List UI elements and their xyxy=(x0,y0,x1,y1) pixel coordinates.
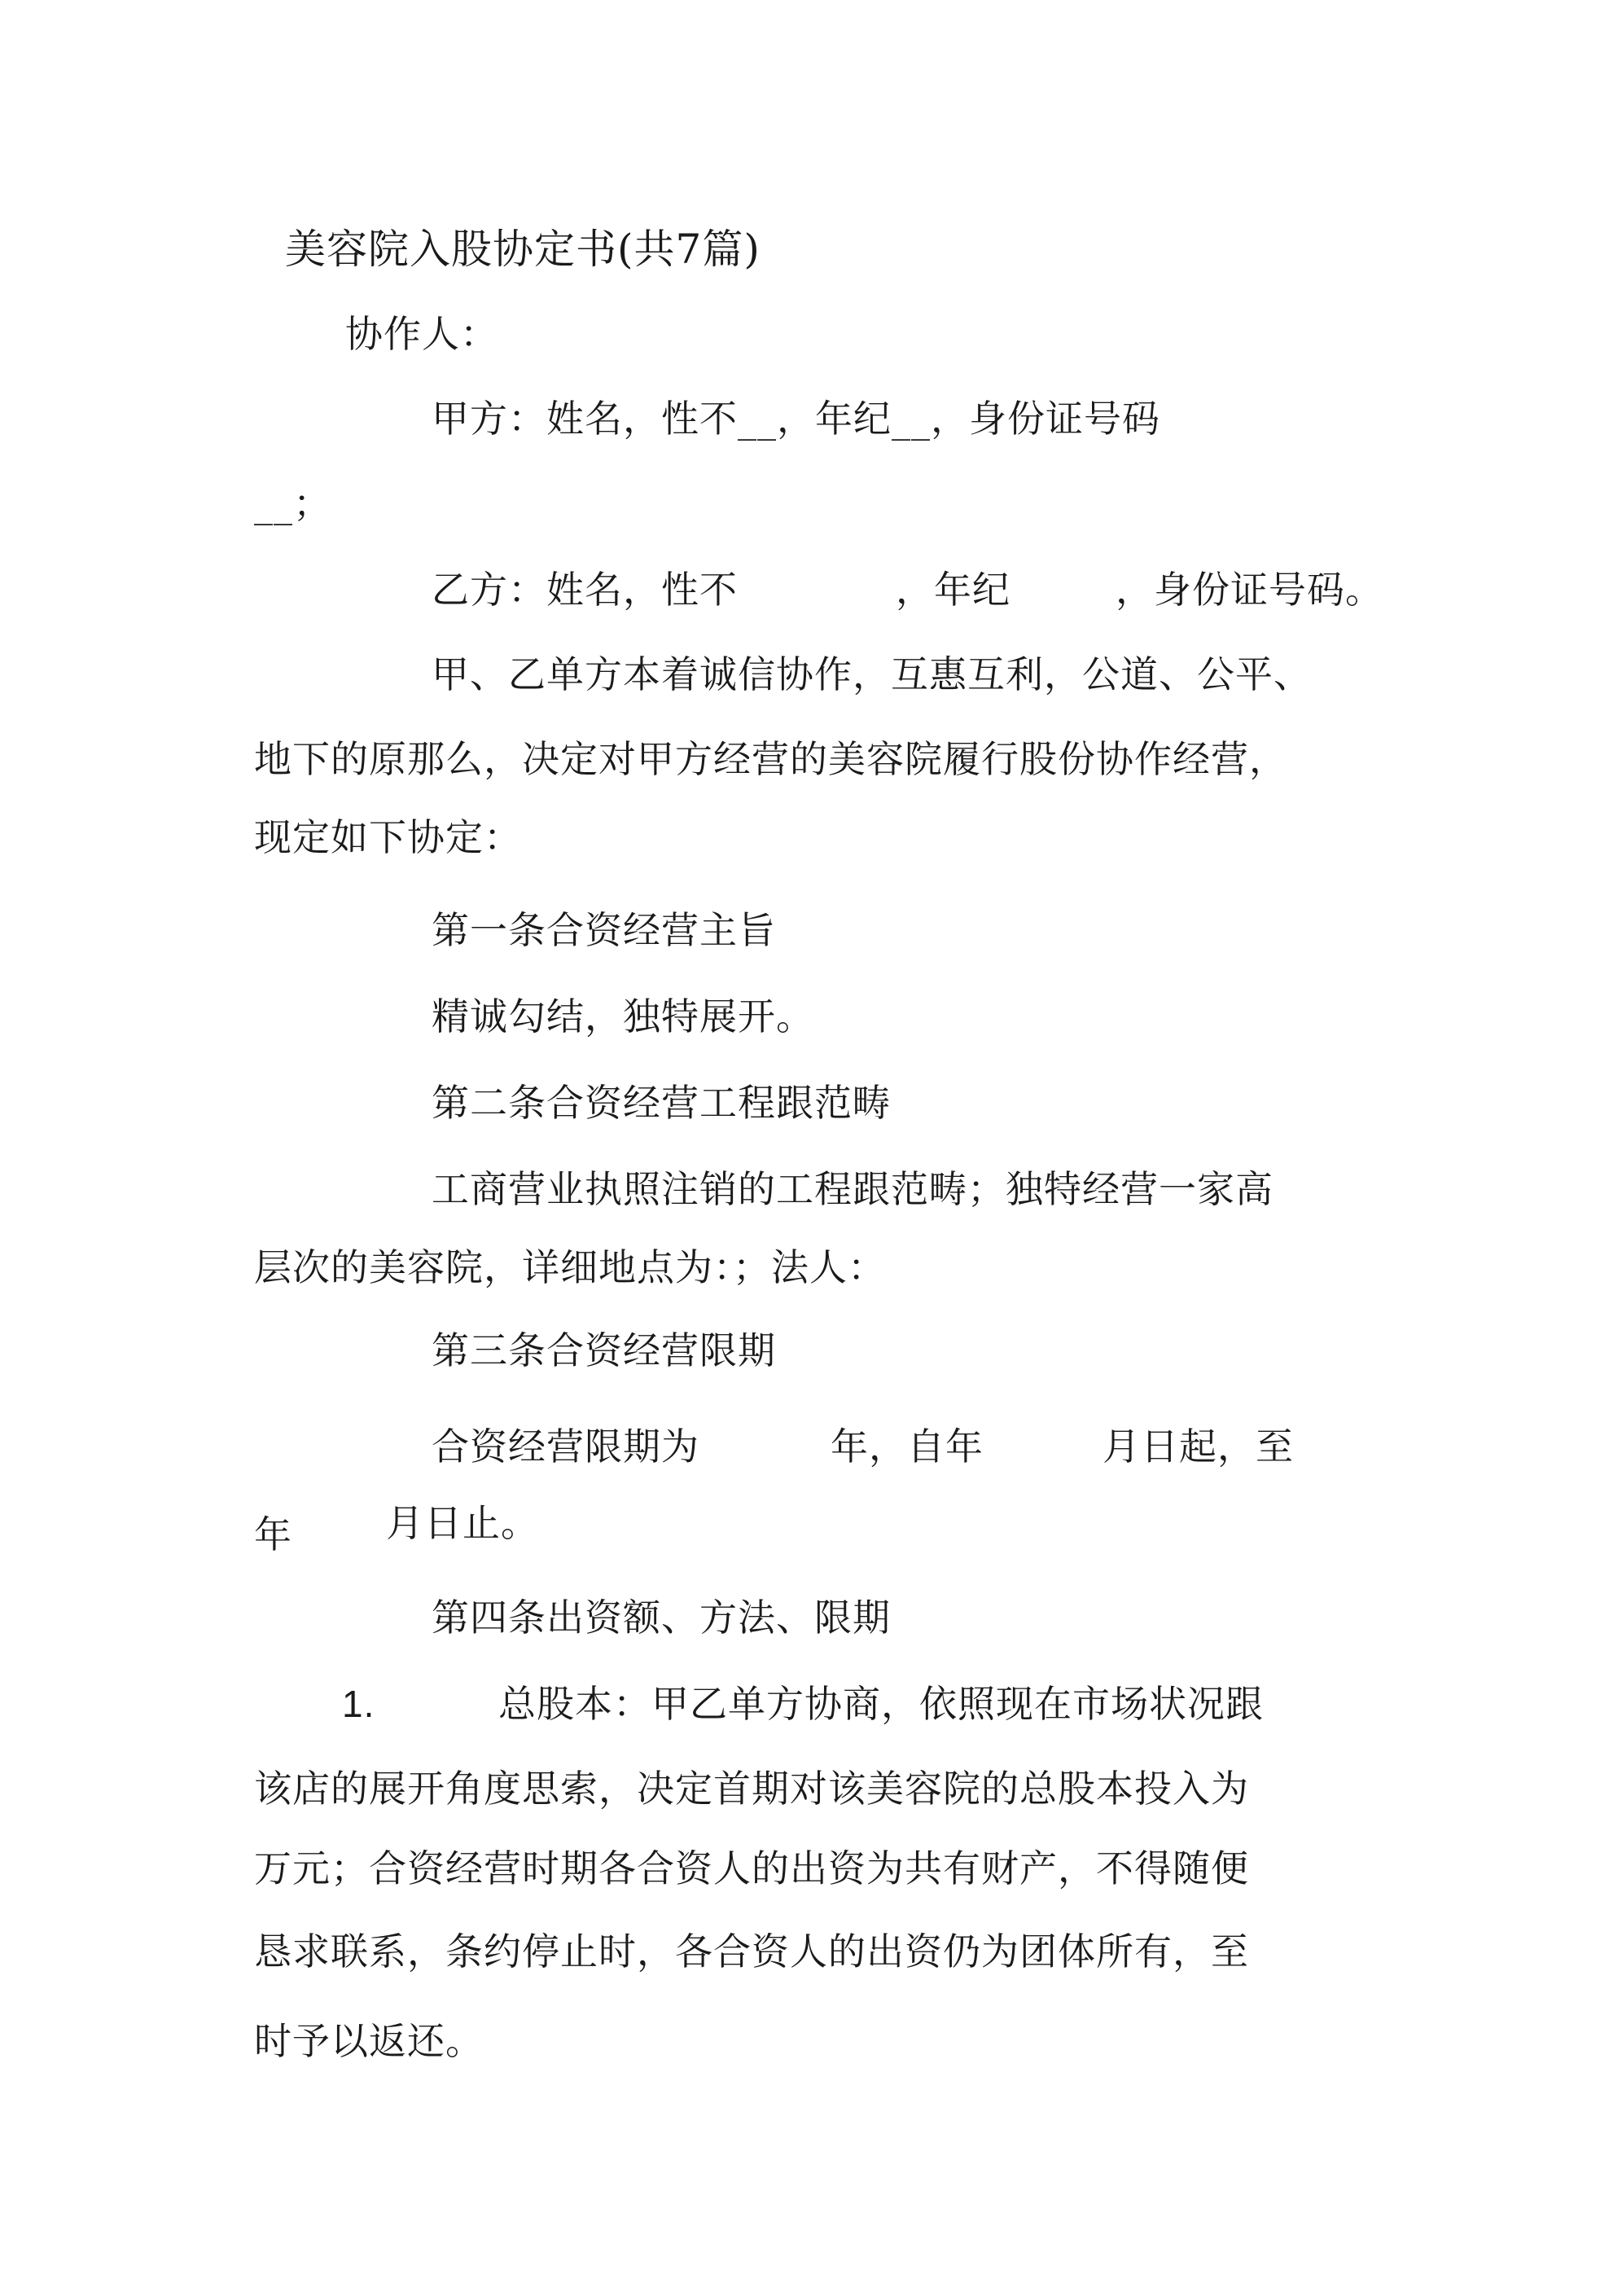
section-heading: 第三条合资经营限期 xyxy=(432,1328,776,1372)
paragraph-line: 总股本：甲乙单方协商，依照现在市场状况跟 xyxy=(498,1682,1264,1726)
paragraph-line: 该店的展开角度思索，决定首期对该美容院的总股本投入为 xyxy=(254,1767,1249,1811)
paragraph-line: 现定如下协定： xyxy=(254,815,522,859)
paragraph-line: 工商营业执照注销的工程跟范畴；独特经营一家高 xyxy=(432,1167,1273,1211)
paragraph-line: __； xyxy=(254,481,331,525)
paragraph-line: 地下的原那么，决定对甲方经营的美容院履行股份协作经营， xyxy=(254,737,1287,781)
paragraph-line: 月日起，至 xyxy=(1103,1425,1294,1468)
paragraph-line: 乙方：姓名，性不 xyxy=(432,568,738,612)
section-heading: 第四条出资额、方法、限期 xyxy=(432,1596,891,1640)
paragraph-line: 甲方：姓名，性不__，年纪__，身份证号码 xyxy=(432,397,1160,441)
paragraph-line: 时予以返还。 xyxy=(254,2019,484,2063)
paragraph-line: 年，自年 xyxy=(831,1425,984,1468)
paragraph-line: ，年纪 xyxy=(896,568,1010,612)
paragraph-line: 万元；合资经营时期各合资人的出资为共有财产，不得随便 xyxy=(254,1846,1249,1890)
paragraph-line: 层次的美容院，详细地点为：；法人： xyxy=(254,1245,886,1289)
paragraph-line: ，身份证号码。 xyxy=(1116,568,1383,612)
paragraph-line: 合资经营限期为 xyxy=(432,1425,699,1468)
section-heading: 第二条合资经营工程跟范畴 xyxy=(432,1081,891,1125)
paragraph-line: 月日止。 xyxy=(386,1501,539,1545)
paragraph-line: 年 xyxy=(254,1512,292,1556)
list-number: 1. xyxy=(342,1683,375,1725)
section-heading: 第一条合资经营主旨 xyxy=(432,908,776,952)
paragraph-line: 精诚勾结，独特展开。 xyxy=(432,994,814,1038)
paragraph-line: 恳求联系，条约停止时，各合资人的出资仍为团体所有，至 xyxy=(254,1929,1249,1973)
paragraph-line: 甲、乙单方本着诚信协作，互惠互利，公道、公平、 xyxy=(432,652,1312,696)
paragraph-line: 协作人： xyxy=(345,312,498,356)
document-title: 美容院入股协定书(共7篇) xyxy=(285,226,761,273)
